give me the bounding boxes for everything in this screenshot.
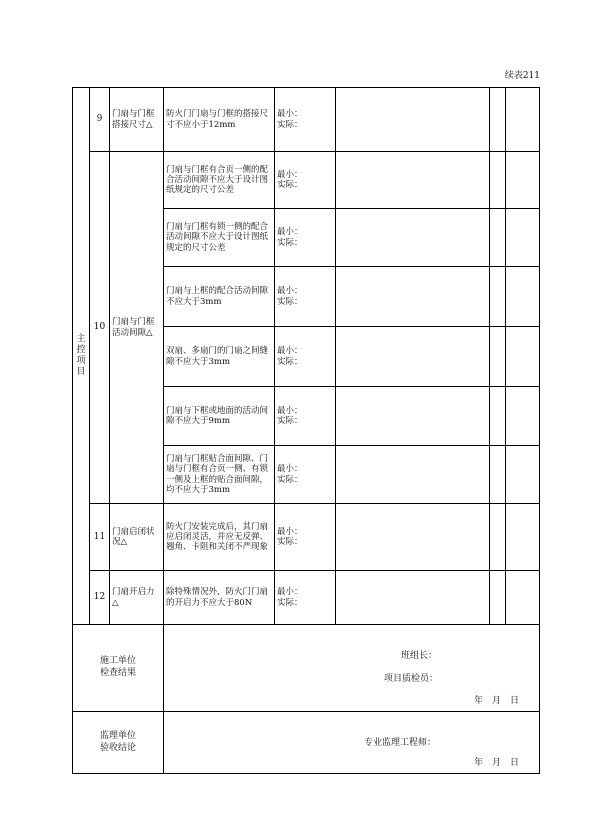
sheet-continuation-label: 续表211 [504,71,540,81]
mark-cell[interactable] [490,267,506,327]
construction-title-cell [73,625,164,712]
min-label: 最小： [277,464,303,475]
mark-cell[interactable] [490,504,506,571]
result-cell[interactable] [336,504,490,571]
table-row [73,152,540,209]
remark-cell[interactable] [506,267,540,327]
actual-label: 实际： [277,537,303,547]
remark-cell[interactable] [506,327,540,387]
actual-label: 实际： [277,296,303,307]
measurement-cell [275,88,336,152]
table-row [73,504,540,571]
requirement-text: 防火门门扇与门框的搭接尺寸不应小于12mm [164,88,275,152]
construction-date: 年 月 日 [474,696,520,706]
item-name: 门扇与门框活动间隙△ [110,152,164,504]
min-label: 最小： [277,346,303,357]
engineer-label: 专业监理工程师： [364,738,437,748]
inspection-table [72,87,540,774]
result-cell[interactable] [336,209,490,267]
category-cell [73,88,90,625]
remark-cell[interactable] [506,152,540,209]
row-number: 12 [90,571,110,625]
measurement-cell [275,267,336,327]
result-cell[interactable] [336,387,490,446]
result-cell[interactable] [336,446,490,504]
requirement-text: 防火门安装完成后，其门扇应启闭灵活，并应无反弹、翘角、卡阻和关闭不严现象 [164,504,275,571]
result-cell[interactable] [336,571,490,625]
supervision-title-cell [73,712,164,774]
result-cell[interactable] [336,88,490,152]
measurement-cell [275,571,336,625]
actual-label: 实际： [277,597,303,608]
supervision-row [73,712,540,774]
min-label: 最小： [277,109,303,120]
requirement-text: 门扇与门框有合页一侧的配合活动间隙不应大于设计图纸规定的尺寸公差 [164,152,275,209]
measurement-cell [275,446,336,504]
result-cell[interactable] [336,327,490,387]
min-label: 最小： [277,405,303,416]
requirement-text: 双扇、多扇门的门扇之间缝隙不应大于3mm [164,327,275,387]
mark-cell[interactable] [490,88,506,152]
team-leader-label: 班组长： [401,651,438,661]
min-label: 最小： [277,587,303,598]
requirement-text: 门扇与上框的配合活动间隙不应大于3mm [164,267,275,327]
remark-cell[interactable] [506,88,540,152]
construction-title: 施工单位检查结果 [99,656,136,678]
table-row [73,571,540,625]
row-number: 9 [90,88,110,152]
result-cell[interactable] [336,152,490,209]
measurement-cell [275,327,336,387]
mark-cell[interactable] [490,209,506,267]
remark-cell[interactable] [506,504,540,571]
inspector-label: 项目质检员： [384,674,439,684]
actual-label: 实际： [277,180,303,190]
actual-label: 实际： [277,237,303,248]
min-label: 最小： [277,227,303,238]
mark-cell[interactable] [490,387,506,446]
table-row [73,88,540,152]
item-name: 门扇启闭状况△ [110,504,164,571]
measurement-cell [275,152,336,209]
remark-cell[interactable] [506,446,540,504]
mark-cell[interactable] [490,446,506,504]
requirement-text: 门扇与门框有锁一侧的配合活动间隙不应大于设计图纸规定的尺寸公差 [164,209,275,267]
actual-label: 实际： [277,119,303,130]
row-number: 10 [90,152,110,504]
remark-cell[interactable] [506,571,540,625]
construction-row [73,625,540,712]
measurement-cell [275,209,336,267]
construction-sign-cell [164,625,540,712]
min-label: 最小： [277,286,303,297]
result-cell[interactable] [336,267,490,327]
mark-cell[interactable] [490,152,506,209]
requirement-text: 除特殊情况外，防火门门扇的开启力不应大于80N [164,571,275,625]
actual-label: 实际： [277,356,303,367]
mark-cell[interactable] [490,327,506,387]
measurement-cell [275,387,336,446]
supervision-date: 年 月 日 [474,758,520,768]
mark-cell[interactable] [490,571,506,625]
requirement-text: 门扇与门框贴合面间隙、门扇与门框有合页一侧、有锁一侧及上框的贴合面间隙，均不应大于3mm [164,446,275,504]
actual-label: 实际： [277,416,303,426]
measurement-cell [275,504,336,571]
category-label: 主控项目 [76,333,86,378]
item-name: 门扇开启力△ [110,571,164,625]
supervision-sign-cell [164,712,540,774]
row-number: 11 [90,504,110,571]
min-label: 最小： [277,526,303,537]
item-name: 门扇与门框搭接尺寸△ [110,88,164,152]
supervision-title: 监理单位验收结论 [99,730,136,753]
actual-label: 实际： [277,474,303,485]
min-label: 最小： [277,169,303,180]
requirement-text: 门扇与下框或地面的活动间隙不应大于9mm [164,387,275,446]
remark-cell[interactable] [506,209,540,267]
remark-cell[interactable] [506,387,540,446]
